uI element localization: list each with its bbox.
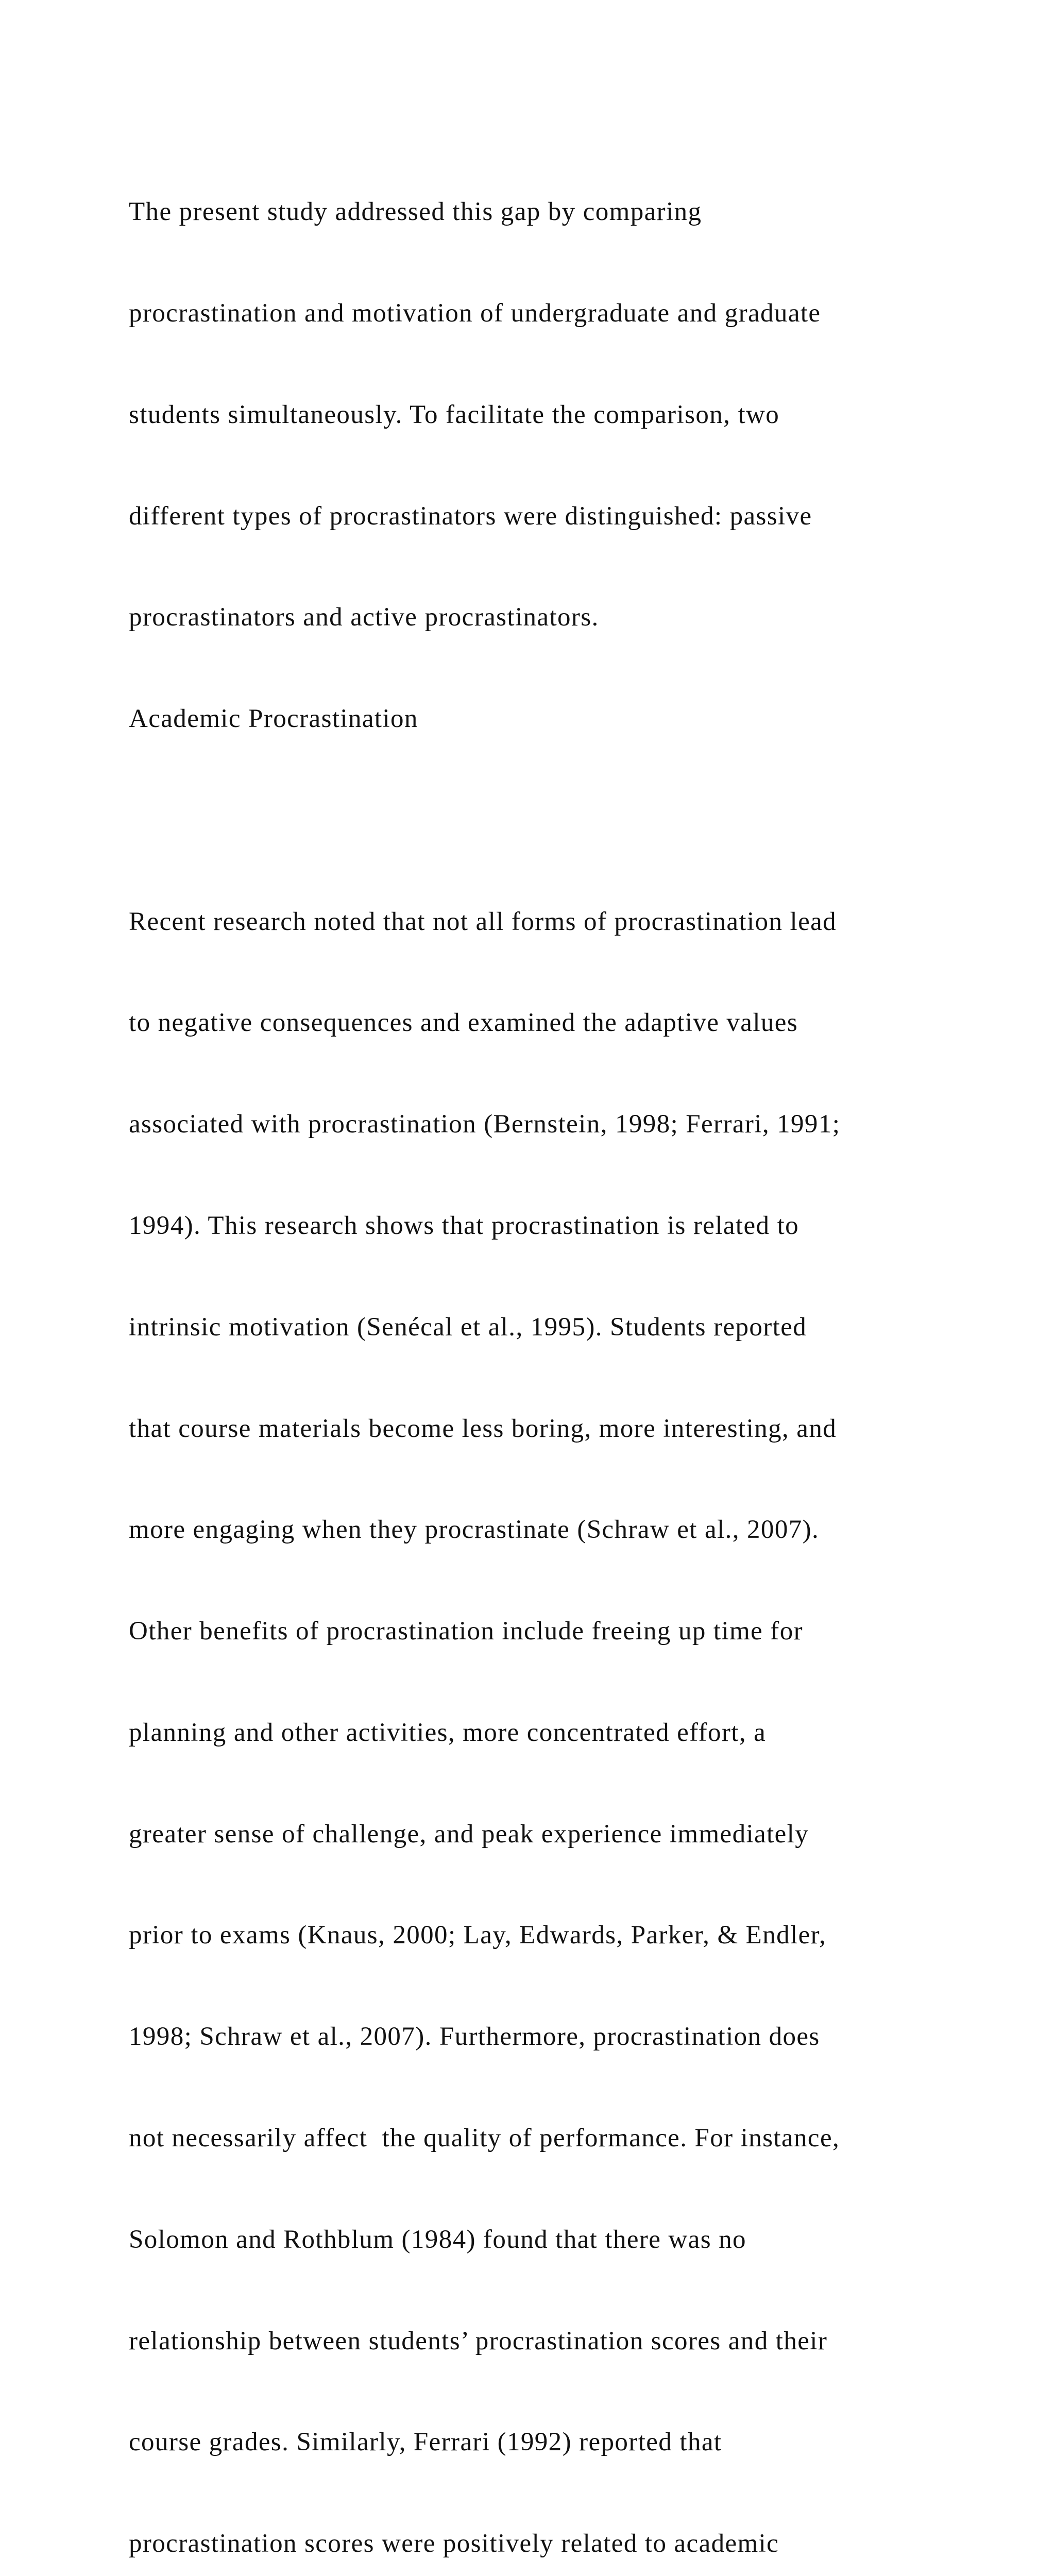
text-line: Recent research noted that not all forms of procrastination lead	[129, 907, 837, 936]
text-line: students simultaneously. To facilitate the comparison, two	[129, 400, 780, 429]
text-line: intrinsic motivation (Senécal et al., 1995). Students reported	[129, 1312, 807, 1342]
text-line: procrastinators and active procrastinators.	[129, 603, 599, 632]
blank-line	[129, 804, 963, 838]
text-line: planning and other activities, more concentrated effort, a	[129, 1718, 767, 1747]
text-line: procrastination scores were positively related to academic	[129, 2529, 779, 2558]
text-line: The present study addressed this gap by comparing	[129, 197, 702, 227]
text-line: not necessarily affect the quality of performance. For instance,	[129, 2124, 840, 2153]
text-line: Solomon and Rothblum (1984) found that there was no	[129, 2225, 746, 2254]
text-line: procrastination and motivation of undergraduate and graduate	[129, 298, 821, 328]
text-line: different types of procrastinators were distinguished: passive	[129, 501, 812, 531]
text-line: greater sense of challenge, and peak experience immediately	[129, 1819, 809, 1849]
text-line: 1998; Schraw et al., 2007). Furthermore, procrastination does	[129, 2022, 820, 2052]
section-heading: Academic Procrastination	[129, 704, 418, 734]
text-line: that course materials become less boring, more interesting, and	[129, 1414, 837, 1443]
text-line: to negative consequences and examined the adaptive values	[129, 1008, 798, 1038]
text-line: 1994). This research shows that procrastination is related to	[129, 1211, 799, 1240]
text-line: more engaging when they procrastinate (Schraw et al., 2007).	[129, 1515, 820, 1545]
text-line: prior to exams (Knaus, 2000; Lay, Edwards, Parker, & Endler,	[129, 1921, 827, 1950]
text-line: relationship between students’ procrastination scores and their	[129, 2326, 828, 2355]
text-line: Other benefits of procrastination include freeing up time for	[129, 1617, 803, 1646]
text-line: associated with procrastination (Bernstein, 1998; Ferrari, 1991;	[129, 1110, 841, 1139]
text-line: course grades. Similarly, Ferrari (1992) reported that	[129, 2428, 722, 2457]
body-text	[129, 128, 963, 2576]
